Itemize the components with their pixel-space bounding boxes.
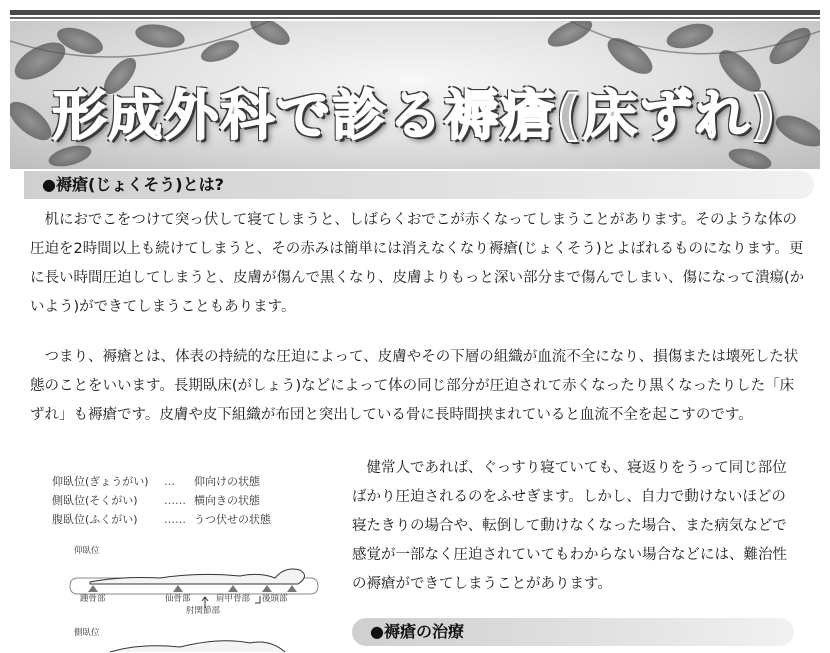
top-rule-thin — [10, 17, 820, 19]
lateral-label: 側臥位 — [74, 628, 100, 638]
section-heading-treatment: ●褥瘡の治療 — [352, 618, 794, 646]
header-banner — [10, 21, 820, 169]
lateral-body-illustration — [100, 635, 300, 653]
legend-row-supine: 仰臥位(ぎょうがい) … 仰向けの状態 — [52, 475, 260, 488]
sacrum-label: 仙骨部 — [165, 594, 191, 604]
paragraph-definition: つまり、褥瘡とは、体表の持続的な圧迫によって、皮膚やその下層の組織が血流不全になり、損傷または壊死した状態のことをいいます。長期臥床(がしょう)などによって体の同じ部分が圧迫されて赤くなったり黒くなったりした「床ずれ」も褥瘡です。皮膚や皮下組織が布団と突出している骨に長時間挟まれていると血流不全を起こすのです。 — [30, 349, 799, 423]
page-title: 形成外科で診る褥瘡(床ずれ) — [52, 84, 778, 147]
supine-label: 仰臥位 — [74, 546, 100, 556]
section-heading-what-is: ●褥瘡(じょくそう)とは? — [24, 171, 814, 199]
top-rule — [10, 10, 820, 15]
occiput-label: 後頭部 — [262, 594, 288, 604]
legend-row-lateral: 側臥位(そくがい) …… 横向きの状態 — [52, 494, 260, 507]
elbow-label: 肘関節部 — [186, 606, 221, 616]
paragraph-healthy-person: 健常人であれば、ぐっすり寝ていても、寝返りをうって同じ部位ばかり圧迫されるのをふせぎます。しかし、自力で動けないほどの寝たきりの場合や、転倒して動けなくなった場合、また病気などで感覚が一部なく圧迫されていてもわからない場合などには、難治性の褥瘡ができてしまうことがあります。 — [352, 460, 787, 592]
heel-label: 踵骨部 — [80, 594, 106, 604]
scapula-label: 肩甲骨部 — [216, 594, 251, 604]
paragraph-intro: 机におでこをつけて突っ伏して寝てしまうと、しばらくおでこが赤くなってしまうことがあります。そのような体の圧迫を2時間以上も続けてしまうと、その赤みは簡単には消えなくなり褥瘡(じょくそう)とよばれるものになります。更に長い時間圧迫してしまうと、皮膚が傷んで黒くなり、皮膚よりもっと深い部分まで傷んでしまい、傷になって潰瘍(かいよう)ができてしまうこともあります。 — [30, 212, 805, 315]
position-legend — [52, 472, 271, 529]
legend-row-prone: 腹臥位(ふくがい) …… うつ伏せの状態 — [52, 513, 271, 526]
